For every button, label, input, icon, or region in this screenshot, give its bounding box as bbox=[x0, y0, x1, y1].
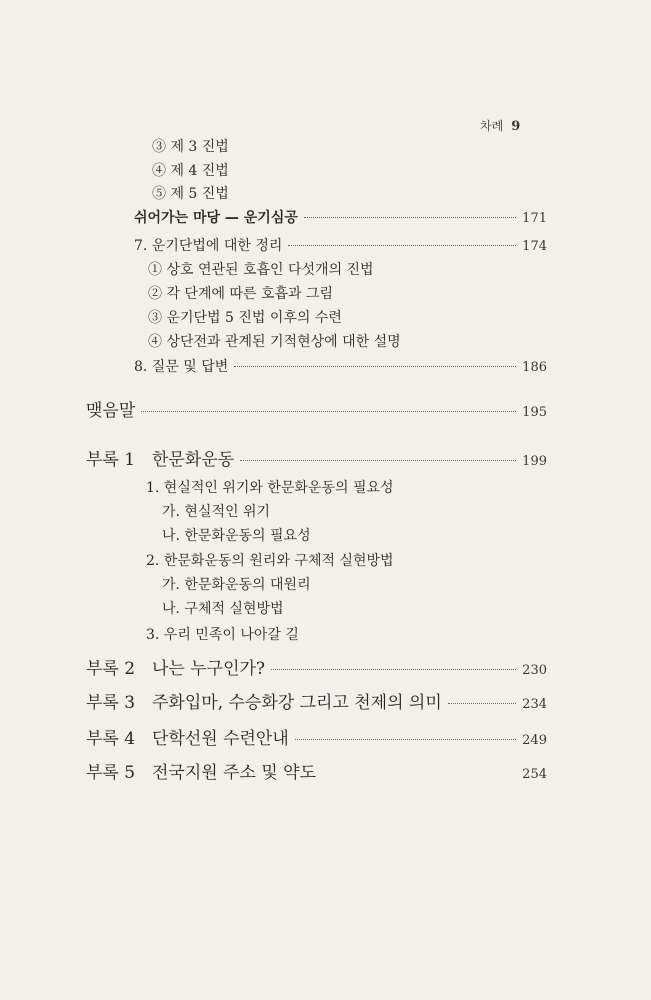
appendix-label: 부록 5 bbox=[86, 763, 136, 783]
toc-entry-text: ① 상호 연관된 호흡인 다섯개의 진법 bbox=[148, 262, 374, 278]
toc-entry bbox=[152, 137, 229, 157]
toc-page-number: 199 bbox=[522, 454, 547, 469]
toc-entry-text: 7. 운기단법에 대한 정리 bbox=[134, 238, 283, 254]
toc-entry bbox=[152, 161, 229, 181]
toc-entry-text: 주화입마, 수승화강 그리고 천제의 의미 bbox=[152, 693, 442, 713]
toc-entry bbox=[148, 260, 374, 280]
dot-leader bbox=[304, 217, 516, 218]
toc-page-number: 195 bbox=[522, 405, 547, 420]
toc-entry-text: ③ 운기단법 5 진법 이후의 수련 bbox=[148, 310, 342, 326]
toc-entry bbox=[148, 332, 401, 352]
toc-entry-text: 한문화운동 bbox=[152, 450, 235, 470]
appendix-label: 부록 1 bbox=[86, 450, 136, 470]
toc-entry-interlude bbox=[134, 208, 547, 229]
toc-entry-text: 3. 우리 민족이 나아갈 길 bbox=[146, 627, 299, 643]
toc-entry-text: 가. 한문화운동의 대원리 bbox=[162, 577, 311, 593]
toc-entry-text: 2. 한문화운동의 원리와 구체적 실현방법 bbox=[146, 553, 394, 569]
toc-entry bbox=[162, 526, 311, 546]
toc-entry-text: 나. 구체적 실현방법 bbox=[162, 601, 284, 617]
toc-entry-text: ④ 상단전과 관계된 기적현상에 대한 설명 bbox=[148, 334, 401, 350]
toc-page-number: 230 bbox=[522, 663, 547, 678]
toc-page-number: 254 bbox=[522, 767, 547, 782]
toc-entry-text: ⑤ 제 5 진법 bbox=[152, 186, 229, 202]
toc-page-number: 234 bbox=[522, 697, 547, 712]
running-head-label: 차례 bbox=[480, 119, 504, 133]
toc-entry bbox=[146, 625, 299, 645]
running-head bbox=[480, 117, 580, 134]
toc-entry-appendix bbox=[86, 659, 547, 681]
toc-entry-text: 맺음말 bbox=[86, 401, 136, 421]
toc-entry bbox=[146, 478, 394, 498]
toc-entry-text: 나는 누구인가? bbox=[152, 659, 266, 679]
toc-entry bbox=[148, 284, 333, 304]
toc-entry bbox=[162, 502, 270, 522]
toc-entry-appendix bbox=[86, 763, 547, 785]
toc-entry-appendix bbox=[86, 450, 547, 472]
toc-entry bbox=[162, 575, 311, 595]
appendix-label: 부록 2 bbox=[86, 659, 136, 679]
appendix-label: 부록 4 bbox=[86, 729, 136, 749]
toc-entry-text: 1. 현실적인 위기와 한문화운동의 필요성 bbox=[146, 480, 394, 496]
toc-entry bbox=[162, 599, 284, 619]
toc-entry-epilogue bbox=[86, 401, 547, 423]
toc-entry-text: 쉬어가는 마당 — 운기심공 bbox=[134, 210, 298, 226]
dot-leader bbox=[141, 411, 516, 412]
toc-entry-text: 단학선원 수련안내 bbox=[152, 729, 289, 749]
dot-leader bbox=[234, 366, 516, 367]
dot-leader bbox=[448, 703, 516, 704]
toc-entry-text: ④ 제 4 진법 bbox=[152, 163, 229, 179]
toc-entry bbox=[152, 184, 229, 204]
toc-entry bbox=[146, 551, 394, 571]
appendix-label: 부록 3 bbox=[86, 693, 136, 713]
toc-page-number: 174 bbox=[522, 239, 547, 254]
toc-entry bbox=[148, 308, 342, 328]
dot-leader bbox=[271, 669, 516, 670]
toc-entry-appendix bbox=[86, 693, 547, 715]
toc-entry-text: 나. 한문화운동의 필요성 bbox=[162, 528, 311, 544]
toc-page-number: 249 bbox=[522, 733, 547, 748]
toc-entry-text: ③ 제 3 진법 bbox=[152, 139, 229, 155]
toc-entry-text: 8. 질문 및 답변 bbox=[134, 359, 229, 375]
dot-leader bbox=[240, 460, 516, 461]
toc-entry-appendix bbox=[86, 729, 547, 751]
dot-leader bbox=[295, 739, 516, 740]
toc-page-number: 186 bbox=[522, 360, 547, 375]
toc-entry-text: 전국지원 주소 및 약도 bbox=[152, 763, 317, 783]
toc-page-number: 171 bbox=[522, 211, 547, 226]
toc-entry bbox=[134, 236, 547, 257]
toc-entry-text: ② 각 단계에 따른 호흡과 그림 bbox=[148, 286, 334, 302]
page-number: 9 bbox=[511, 119, 521, 134]
dot-leader bbox=[288, 245, 516, 246]
toc-entry bbox=[134, 357, 547, 378]
toc-entry-text: 가. 현실적인 위기 bbox=[162, 504, 271, 520]
